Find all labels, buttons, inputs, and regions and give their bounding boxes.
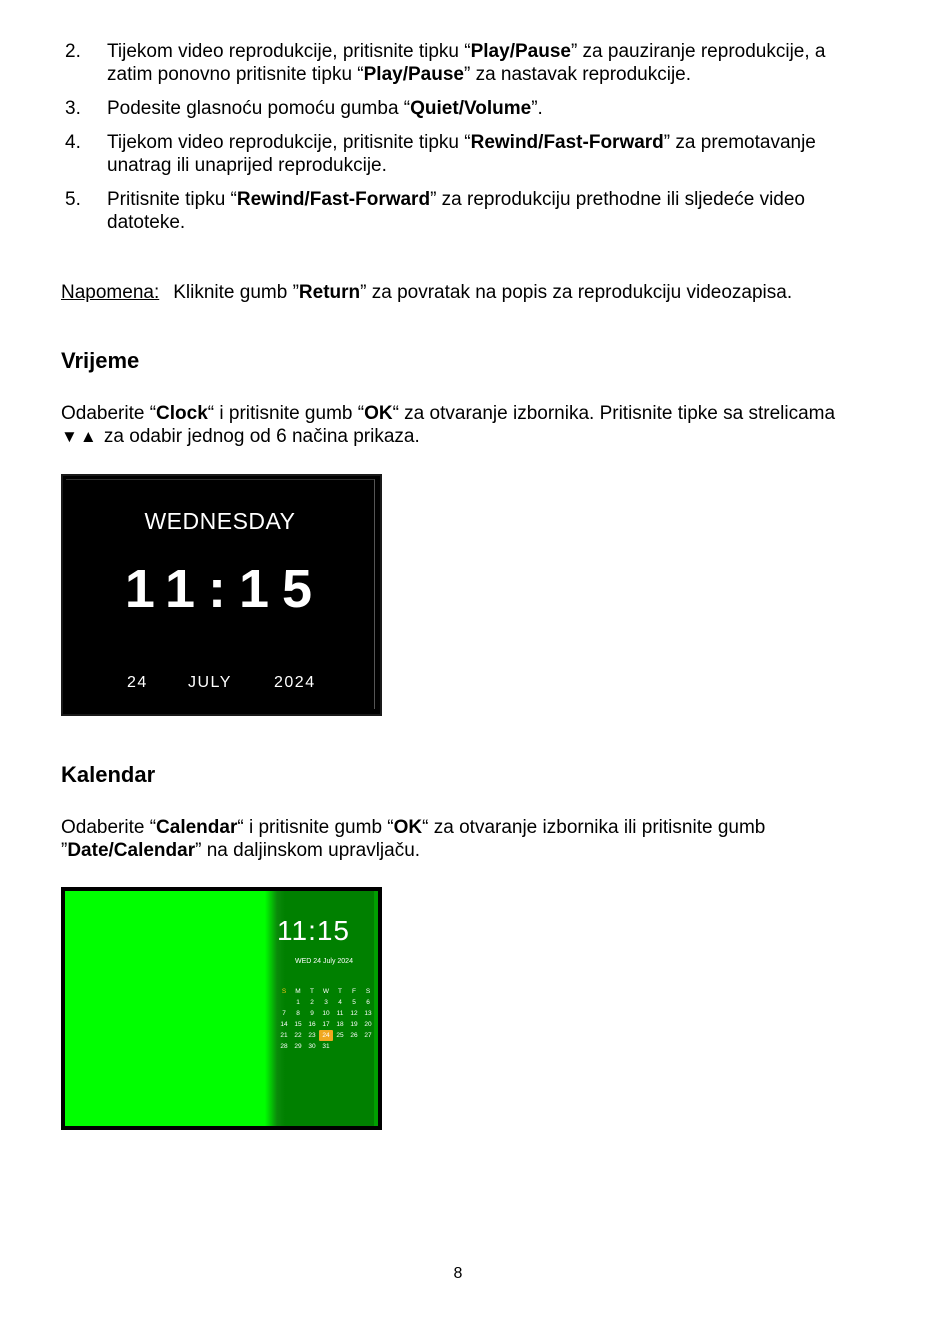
key-name: Play/Pause — [470, 41, 571, 62]
list-item — [61, 188, 861, 234]
list-item — [61, 97, 861, 120]
text: ” za reprodukciju prethodne ili sljedeće video datoteke. — [107, 189, 805, 233]
clock-date-month: JULY — [188, 674, 232, 691]
calendar-day: 14 — [280, 1021, 288, 1028]
calendar-grid — [277, 986, 375, 1052]
text: ” za premotavanje unatrag ili unaprijed reprodukcije. — [107, 132, 816, 176]
calendar-day: 9 — [310, 1010, 314, 1017]
text: ”. — [531, 98, 543, 119]
calendar-screen — [65, 891, 378, 1126]
text: “ i pritisnite gumb “ — [237, 817, 394, 838]
list-item — [61, 131, 861, 177]
clock-display-image — [61, 474, 382, 716]
calendar-week-row — [277, 1008, 375, 1019]
calendar-day: 26 — [350, 1032, 358, 1039]
text: Podesite glasnoću pomoću gumba “ — [107, 98, 411, 119]
clock-time: 11:15 — [124, 559, 326, 619]
calendar-day: 4 — [338, 999, 342, 1006]
calendar-day: 25 — [336, 1032, 344, 1039]
text: za odabir jednog od 6 načina prikaza. — [98, 426, 420, 447]
calendar-day: 12 — [350, 1010, 358, 1017]
text: “ za otvaranje izbornika ili pritisnite gumb ” — [61, 817, 766, 861]
clock-date-day: 24 — [127, 674, 148, 691]
text: ” za nastavak reprodukcije. — [463, 64, 692, 85]
calendar-weekday: S — [365, 988, 371, 995]
calendar-day — [333, 1041, 347, 1052]
calendar-day: 21 — [280, 1032, 288, 1039]
calendar-day: 28 — [280, 1043, 288, 1050]
calendar-week-row — [277, 997, 375, 1008]
instruction-list — [61, 40, 861, 245]
key-name: Quiet/Volume — [410, 98, 532, 119]
calendar-day — [361, 1041, 375, 1052]
calendar-day: 29 — [294, 1043, 302, 1050]
calendar-day: 23 — [308, 1032, 316, 1039]
calendar-day: 13 — [364, 1010, 372, 1017]
calendar-paragraph — [61, 816, 861, 862]
text: Odaberite “ — [61, 817, 157, 838]
calendar-weekday: T — [310, 988, 314, 995]
calendar-week-row — [277, 1030, 375, 1041]
list-number: 3. — [65, 98, 81, 119]
text: Tijekom video reprodukcije, pritisnite tipku “ — [107, 132, 471, 153]
list-number: 4. — [65, 132, 81, 153]
text: Tijekom video reprodukcije, pritisnite tipku “ — [107, 41, 471, 62]
list-number: 2. — [65, 41, 81, 62]
key-name: Clock — [156, 403, 208, 424]
calendar-day — [347, 1041, 361, 1052]
calendar-weekday: M — [295, 988, 301, 995]
calendar-day: 18 — [336, 1021, 344, 1028]
text: Odaberite “ — [61, 403, 157, 424]
calendar-day — [277, 997, 291, 1008]
key-name: Rewind/Fast-Forward — [470, 132, 664, 153]
calendar-day: 22 — [294, 1032, 302, 1039]
key-name: Return — [298, 282, 361, 303]
calendar-day: 31 — [322, 1043, 330, 1050]
calendar-day: 24 — [319, 1030, 333, 1041]
text: ” na daljinskom upravljaču. — [195, 840, 421, 861]
calendar-day: 7 — [282, 1010, 286, 1017]
text: Pritisnite tipku “ — [107, 189, 237, 210]
clock-day: WEDNESDAY — [144, 508, 296, 534]
calendar-day: 20 — [364, 1021, 372, 1028]
calendar-weekday: F — [352, 988, 356, 995]
list-item — [61, 40, 861, 86]
clock-paragraph — [61, 402, 861, 448]
calendar-day: 5 — [352, 999, 356, 1006]
key-name: Calendar — [156, 817, 238, 838]
clock-heading: Vrijeme — [61, 348, 140, 373]
calendar-day: 17 — [322, 1021, 330, 1028]
calendar-weekday: S — [281, 988, 287, 995]
key-name: OK — [393, 817, 423, 838]
calendar-day: 10 — [322, 1010, 330, 1017]
text: ” za pauziranje reprodukcije, a zatim ponovno pritisnite tipku “ — [107, 41, 826, 85]
note-label: Napomena: — [61, 282, 160, 303]
key-name: Date/Calendar — [67, 840, 196, 861]
calendar-day: 15 — [294, 1021, 302, 1028]
calendar-day: 2 — [310, 999, 314, 1006]
calendar-day: 16 — [308, 1021, 316, 1028]
calendar-day: 11 — [336, 1010, 344, 1017]
calendar-weekday: T — [338, 988, 342, 995]
note — [61, 281, 792, 304]
arrow-keys-icon: ▼▲ — [61, 427, 99, 446]
page-number: 8 — [453, 1265, 463, 1282]
calendar-date: WED 24 July 2024 — [295, 958, 353, 965]
clock-date-year: 2024 — [274, 674, 316, 691]
calendar-day: 19 — [350, 1021, 358, 1028]
calendar-day: 6 — [366, 999, 370, 1006]
calendar-week-row — [277, 1019, 375, 1030]
calendar-time: 11:15 — [277, 915, 350, 946]
list-number: 5. — [65, 189, 81, 210]
calendar-display-image — [61, 887, 382, 1130]
calendar-heading: Kalendar — [61, 762, 156, 787]
clock-screen — [66, 479, 375, 709]
text: “ za otvaranje izbornika. Pritisnite tipke sa strelicama — [392, 403, 836, 424]
text: ” za povratak na popis za reprodukciju videozapisa. — [360, 282, 793, 303]
calendar-week-row — [277, 1041, 375, 1052]
key-name: Play/Pause — [363, 64, 464, 85]
calendar-day: 8 — [296, 1010, 300, 1017]
text: “ i pritisnite gumb “ — [207, 403, 365, 424]
calendar-weekday-row — [277, 986, 375, 997]
calendar-day: 1 — [296, 999, 300, 1006]
calendar-weekday: W — [322, 988, 330, 995]
calendar-day: 27 — [364, 1032, 372, 1039]
key-name: OK — [364, 403, 393, 424]
text: Kliknite gumb ” — [173, 282, 299, 303]
calendar-day: 3 — [324, 999, 328, 1006]
key-name: Rewind/Fast-Forward — [236, 189, 431, 210]
calendar-day: 30 — [308, 1043, 316, 1050]
